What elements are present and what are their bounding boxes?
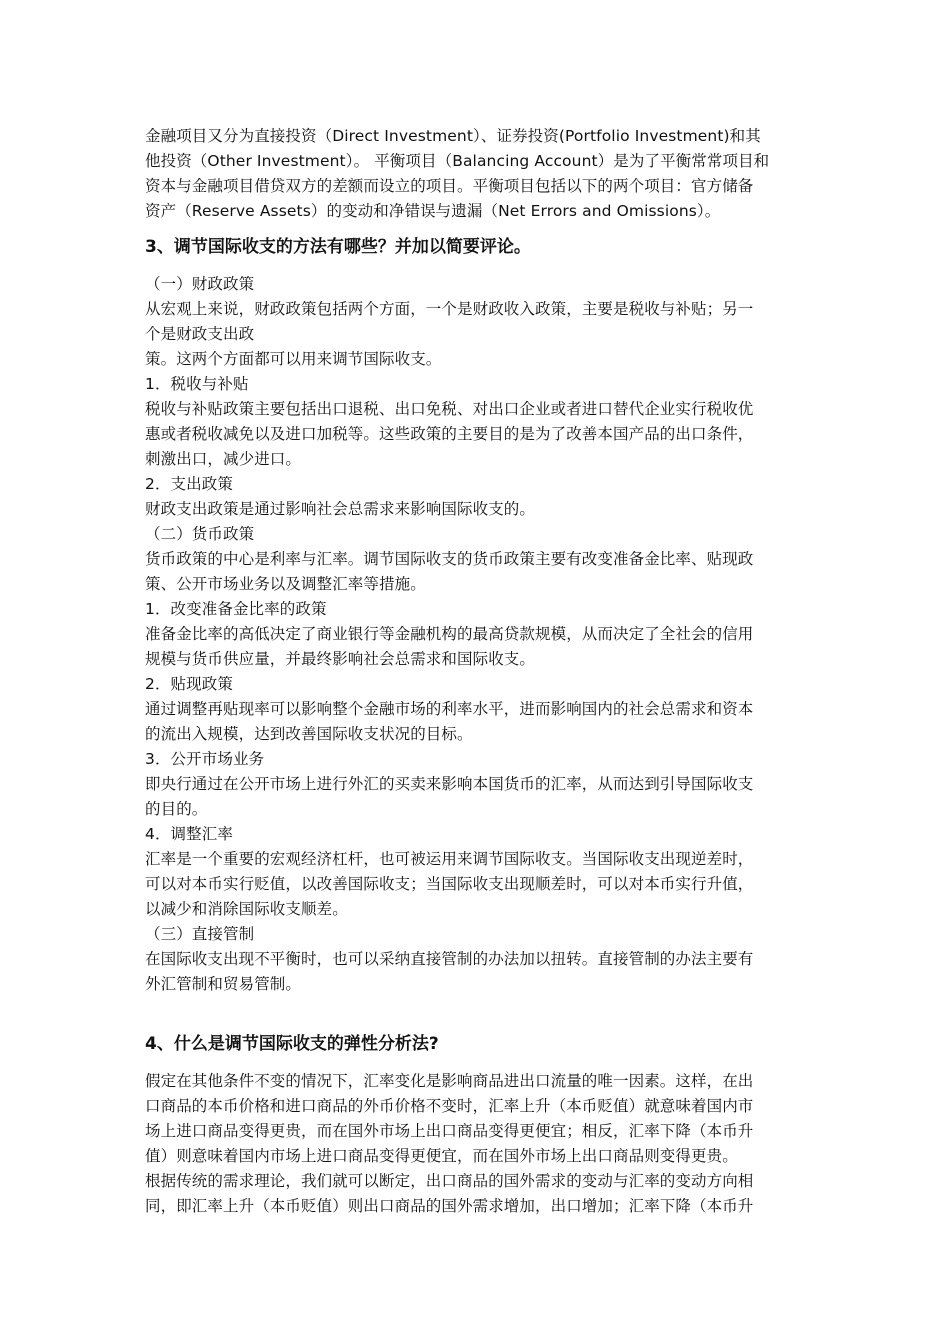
text-line: 外汇管制和贸易管制。 [145,975,302,993]
text-line: 金融项目又分为直接投资（Direct Investment）、证券投资(Portfolio Investment)和其 [145,127,761,145]
text-line: 假定在其他条件不变的情况下，汇率变化是影响商品进出口流量的唯一因素。这样，在出 [145,1072,754,1090]
text-line: 准备金比率的高低决定了商业银行等金融机构的最高贷款规模，从而决定了全社会的信用 [145,625,754,643]
text-line: 根据传统的需求理论，我们就可以断定，出口商品的国外需求的变动与汇率的变动方向相 [145,1172,754,1190]
text-line: 财政支出政策是通过影响社会总需求来影响国际收支的。 [145,500,536,518]
subsection-title: （一）财政政策 [145,275,255,293]
text-line: 即央行通过在公开市场上进行外汇的买卖来影响本国货币的汇率，从而达到引导国际收支 [145,775,754,793]
text-line: 资产（Reserve Assets）的变动和净错误与遗漏（Net Errors and Omissions）。 [145,202,721,220]
text-line: 值）则意味着国内市场上进口商品变得更便宜，而在国外市场上出口商品则变得更贵。 [145,1147,738,1165]
subsection-title: （二）货币政策 [145,525,255,543]
section-4-body [145,1069,807,1219]
item-title: 4．调整汇率 [145,825,233,843]
text-line: 汇率是一个重要的宏观经济杠杆，也可被运用来调节国际收支。当国际收支出现逆差时， [145,850,754,868]
item-title: 1．税收与补贴 [145,375,249,393]
item-title: 2．支出政策 [145,475,233,493]
text-line: 可以对本币实行贬值，以改善国际收支；当国际收支出现顺差时，可以对本币实行升值， [145,875,754,893]
text-line: 同，即汇率上升（本币贬值）则出口商品的国外需求增加，出口增加；汇率下降（本币升 [145,1197,754,1215]
text-line: 刺激出口，减少进口。 [145,450,302,468]
text-line: 以减少和消除国际收支顺差。 [145,900,348,918]
item-title: 1．改变准备金比率的政策 [145,600,327,618]
text-line: 在国际收支出现不平衡时，也可以采纳直接管制的办法加以扭转。直接管制的办法主要有 [145,950,754,968]
text-line: 个是财政支出政 [145,325,255,343]
intro-paragraph [145,124,807,224]
text-line: 规模与货币供应量，并最终影响社会总需求和国际收支。 [145,650,536,668]
item-title: 3．公开市场业务 [145,750,265,768]
text-line: 他投资（Other Investment）。 平衡项目（Balancing Account）是为了平衡常常项目和 [145,152,770,170]
text-line: 的目的。 [145,800,208,818]
section-heading-4: 4、什么是调节国际收支的弹性分析法? [145,1034,439,1054]
text-line: 从宏观上来说，财政政策包括两个方面，一个是财政收入政策，主要是税收与补贴；另一 [145,300,754,318]
text-line: 策。这两个方面都可以用来调节国际收支。 [145,350,442,368]
text-line: 口商品的本币价格和进口商品的外币价格不变时，汇率上升（本币贬值）就意味着国内市 [145,1097,754,1115]
text-line: 货币政策的中心是利率与汇率。调节国际收支的货币政策主要有改变准备金比率、贴现政 [145,550,754,568]
text-line: 策、公开市场业务以及调整汇率等措施。 [145,575,426,593]
subsection-title: （三）直接管制 [145,925,255,943]
section-heading-3: 3、调节国际收支的方法有哪些？并加以简要评论。 [145,237,531,257]
text-line: 通过调整再贴现率可以影响整个金融市场的利率水平，进而影响国内的社会总需求和资本 [145,700,754,718]
text-line: 场上进口商品变得更贵，而在国外市场上出口商品变得更便宜；相反，汇率下降（本币升 [145,1122,754,1140]
text-line: 税收与补贴政策主要包括出口退税、出口免税、对出口企业或者进口替代企业实行税收优 [145,400,754,418]
document-page [145,124,807,1219]
section-3-body [145,272,807,997]
item-title: 2．贴现政策 [145,675,233,693]
text-line: 的流出入规模，达到改善国际收支状况的目标。 [145,725,473,743]
text-line: 资本与金融项目借贷双方的差额而设立的项目。平衡项目包括以下的两个项目：官方储备 [145,177,754,195]
text-line: 惠或者税收减免以及进口加税等。这些政策的主要目的是为了改善本国产品的出口条件， [145,425,754,443]
